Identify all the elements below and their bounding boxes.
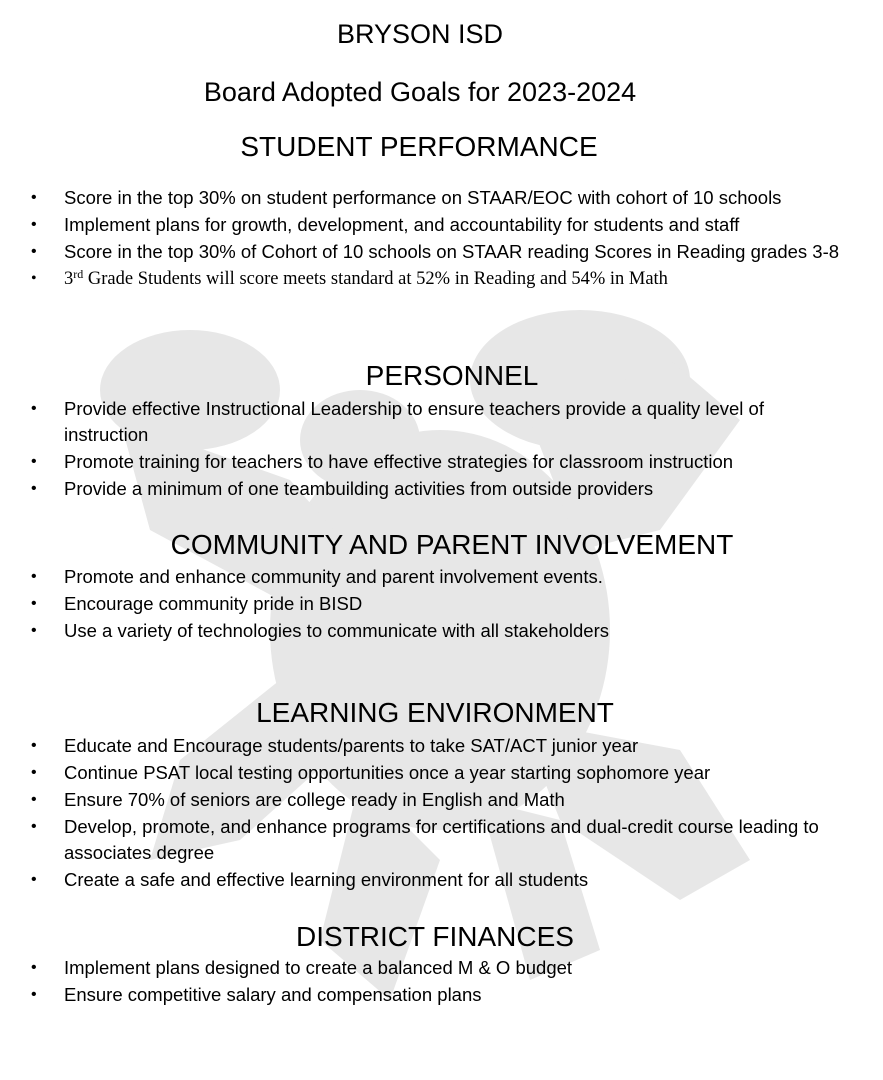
bullet-icon: • [31,400,37,417]
learning-list [0,733,883,894]
bullet-icon: • [31,453,37,470]
section-heading-finances: DISTRICT FINANCES [296,921,574,952]
personnel-list [0,396,883,503]
bullet-icon: • [31,270,37,287]
bullet-icon: • [31,737,37,754]
list-item: • Continue PSAT local testing opportunities once a year starting sophomore year [0,760,883,786]
bullet-icon: • [31,959,37,976]
bullet-icon: • [31,595,37,612]
list-item: • Promote training for teachers to have effective strategies for classroom instruction [0,449,883,475]
section-heading-personnel: PERSONNEL [365,360,539,391]
bullet-icon: • [31,818,37,835]
list-item: • Provide effective Instructional Leadership to ensure teachers provide a quality level of instruction [31,398,764,445]
list-item: • Promote and enhance community and parent involvement events. [0,564,883,590]
list-item: • Ensure competitive salary and compensation plans [0,982,883,1008]
list-item: • Use a variety of technologies to communicate with all stakeholders [0,618,883,644]
list-item: • Encourage community pride in BISD [0,591,883,617]
list-item: • Educate and Encourage students/parents to take SAT/ACT junior year [0,733,883,759]
bullet-icon: • [31,622,37,639]
list-item: • Create a safe and effective learning environment for all students [0,867,883,893]
section-heading-student-performance: STUDENT PERFORMANCE [240,131,598,162]
student-performance-list [0,185,883,293]
list-item: • Implement plans designed to create a balanced M & O budget [0,955,883,981]
bullet-icon: • [31,480,37,497]
list-item: • Implement plans for growth, development, and accountability for students and staff [0,212,883,238]
list-item: • 3rd Grade Students will score meets standard at 52% in Reading and 54% in Math [0,266,883,292]
finances-list [0,955,883,1009]
list-item: • Score in the top 30% of Cohort of 10 schools on STAAR reading Scores in Reading grades 3-8 [0,239,883,265]
bullet-icon: • [31,216,37,233]
bullet-icon: • [31,764,37,781]
section-heading-learning: LEARNING ENVIRONMENT [256,697,614,728]
list-item: • Develop, promote, and enhance programs for certifications and dual-credit course leading to associates degree [31,816,819,863]
bullet-icon: • [31,986,37,1003]
bullet-icon: • [31,243,37,260]
community-list [0,564,883,645]
bullet-icon: • [31,871,37,888]
section-heading-community: COMMUNITY AND PARENT INVOLVEMENT [170,529,734,560]
district-title: BRYSON ISD [336,19,504,49]
list-item: • Score in the top 30% on student performance on STAAR/EOC with cohort of 10 schools [0,185,883,211]
bullet-icon: • [31,189,37,206]
bullet-icon: • [31,568,37,585]
bullet-icon: • [31,791,37,808]
list-item: • Provide a minimum of one teambuilding activities from outside providers [0,476,883,502]
document-subtitle: Board Adopted Goals for 2023-2024 [203,77,637,107]
list-item: • Ensure 70% of seniors are college ready in English and Math [0,787,883,813]
